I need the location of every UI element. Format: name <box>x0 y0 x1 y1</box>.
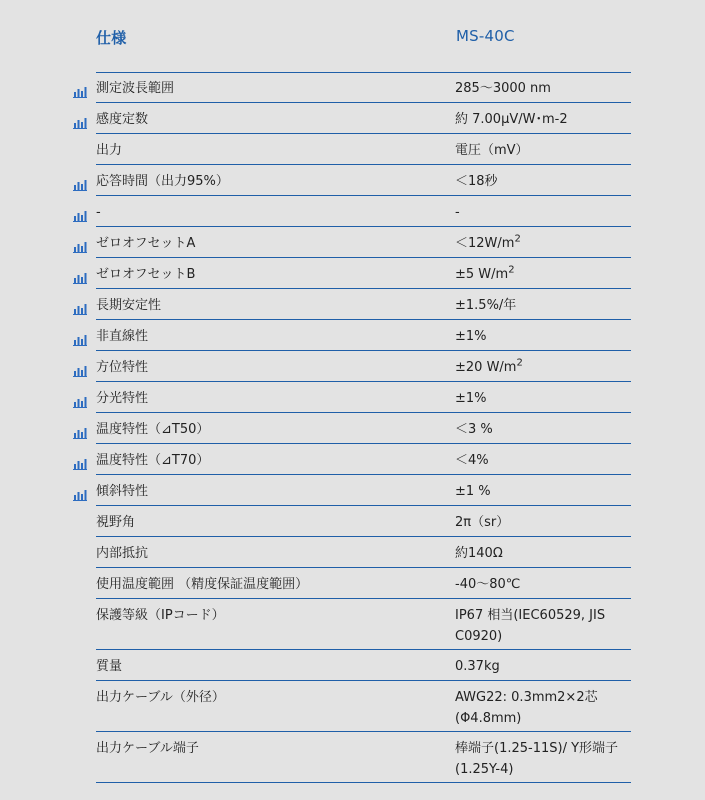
bar-chart-icon[interactable] <box>73 114 87 126</box>
spec-value-text: 棒端子(1.25-11S)/ Y形端子 (1.25Y-4) <box>455 741 619 777</box>
spec-value-text: ±20 W/m <box>455 360 517 375</box>
spec-value-text: ±5 W/m <box>455 267 509 282</box>
spec-value-text: -40～80℃ <box>455 577 521 592</box>
spec-value-text: ±1% <box>455 329 487 344</box>
spec-row <box>96 568 631 599</box>
spec-value-text: ±1 % <box>455 484 491 499</box>
bar-chart-icon[interactable] <box>73 393 87 405</box>
bar-chart-icon[interactable] <box>73 83 87 95</box>
bar-chart-icon[interactable] <box>73 269 87 281</box>
spec-value-text: ＜4% <box>455 453 489 468</box>
spec-value-text: ±1.5%/年 <box>455 298 517 313</box>
spec-row <box>96 475 631 506</box>
spec-value-exponent: 2 <box>514 233 521 245</box>
spec-value <box>455 227 631 252</box>
spec-row <box>96 599 631 650</box>
spec-value-text: 0.37kg <box>455 659 500 674</box>
spec-value <box>455 134 631 159</box>
spec-row <box>96 681 631 732</box>
spec-value-text: AWG22: 0.3mm2×2芯 (Φ4.8mm) <box>455 690 598 726</box>
spec-value-text: 電圧（mV） <box>455 143 529 158</box>
spec-value <box>455 258 631 283</box>
bar-chart-icon[interactable] <box>73 455 87 467</box>
spec-value-text: ＜18秒 <box>455 174 498 189</box>
spec-row <box>96 258 631 289</box>
spec-label: 測定波長範囲 <box>96 81 175 96</box>
spec-row <box>96 537 631 568</box>
spec-value <box>455 650 631 675</box>
spec-label: 分光特性 <box>96 391 149 406</box>
spec-label: 非直線性 <box>96 329 149 344</box>
spec-label: 長期安定性 <box>96 298 162 313</box>
spec-label: 温度特性（⊿T50） <box>96 422 210 437</box>
spec-row <box>96 320 631 351</box>
spec-row <box>96 134 631 165</box>
spec-value <box>455 568 631 593</box>
spec-row <box>96 165 631 196</box>
spec-header <box>0 0 705 72</box>
spec-value <box>455 165 631 190</box>
spec-label: 温度特性（⊿T70） <box>96 453 210 468</box>
spec-label: 感度定数 <box>96 112 149 127</box>
spec-label: 傾斜特性 <box>96 484 149 499</box>
spec-value <box>455 289 631 314</box>
spec-value <box>455 103 631 128</box>
spec-label: 出力ケーブル（外径） <box>96 690 225 705</box>
spec-value-text: ＜12W/m <box>455 236 515 251</box>
spec-value-text: 285～3000 nm <box>455 81 551 96</box>
bar-chart-icon[interactable] <box>73 207 87 219</box>
spec-value <box>455 320 631 345</box>
spec-label: ゼロオフセットA <box>96 236 196 251</box>
spec-row <box>96 227 631 258</box>
spec-label: 出力 <box>96 143 123 158</box>
spec-value-text: ＜3 % <box>455 422 493 437</box>
spec-row <box>96 196 631 227</box>
spec-label: 応答時間（出力95%） <box>96 174 229 189</box>
spec-value <box>455 475 631 500</box>
spec-value-text: 約140Ω <box>455 546 503 561</box>
bar-chart-icon[interactable] <box>73 486 87 498</box>
spec-row <box>96 732 631 783</box>
spec-header-model: MS-40C <box>456 27 515 45</box>
spec-label: 視野角 <box>96 515 136 530</box>
spec-value-text: 2π（sr） <box>455 515 510 530</box>
spec-value <box>455 681 631 729</box>
spec-label: 質量 <box>96 659 123 674</box>
spec-label: - <box>96 205 101 220</box>
spec-header-label: 仕様 <box>96 29 127 47</box>
spec-row <box>96 413 631 444</box>
spec-row <box>96 506 631 537</box>
spec-value-exponent: 2 <box>508 264 515 276</box>
spec-label: 方位特性 <box>96 360 149 375</box>
bar-chart-icon[interactable] <box>73 176 87 188</box>
bar-chart-icon[interactable] <box>73 362 87 374</box>
bar-chart-icon[interactable] <box>73 331 87 343</box>
spec-value-text: ±1% <box>455 391 487 406</box>
spec-value <box>455 351 631 376</box>
spec-row <box>96 382 631 413</box>
spec-value <box>455 506 631 531</box>
spec-label: 保護等級（IPコード） <box>96 608 225 623</box>
spec-row <box>96 650 631 681</box>
spec-value <box>455 444 631 469</box>
spec-value <box>455 732 631 780</box>
spec-value-text: 約 7.00μV/W･m-2 <box>455 112 568 127</box>
spec-row <box>96 351 631 382</box>
spec-value <box>455 413 631 438</box>
spec-value-exponent: 2 <box>516 357 523 369</box>
bar-chart-icon[interactable] <box>73 300 87 312</box>
spec-value-text: - <box>455 205 460 220</box>
spec-value <box>455 196 631 221</box>
spec-value <box>455 72 631 97</box>
spec-row <box>96 289 631 320</box>
bar-chart-icon[interactable] <box>73 424 87 436</box>
spec-label: ゼロオフセットB <box>96 267 196 282</box>
spec-label: 使用温度範囲 （精度保証温度範囲） <box>96 577 309 592</box>
spec-value <box>455 537 631 562</box>
spec-rows <box>0 72 705 783</box>
spec-value <box>455 599 631 647</box>
spec-value-text: IP67 相当(IEC60529, JIS C0920) <box>455 608 606 644</box>
spec-label: 内部抵抗 <box>96 546 149 561</box>
spec-row <box>96 444 631 475</box>
spec-row <box>96 72 631 103</box>
spec-value <box>455 382 631 407</box>
spec-label: 出力ケーブル端子 <box>96 741 199 756</box>
bar-chart-icon[interactable] <box>73 238 87 250</box>
spec-row <box>96 103 631 134</box>
